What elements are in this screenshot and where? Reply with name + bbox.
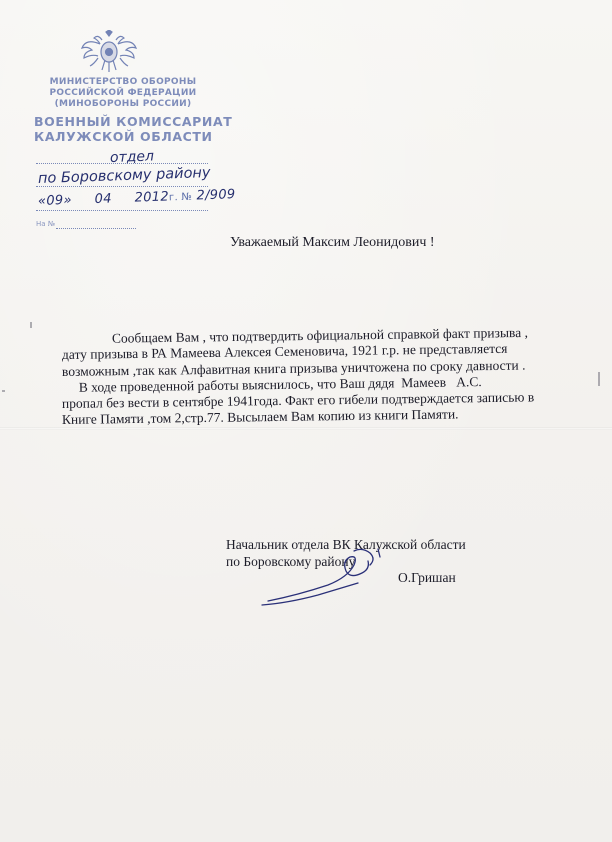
scan-edge-mark xyxy=(598,372,600,386)
ref-number: 2/909 xyxy=(196,187,236,204)
stamp-commissariat-line: ВОЕННЫЙ КОМИССАРИАТ xyxy=(34,114,233,129)
signer-title-line-2: по Боровскому району xyxy=(226,554,356,569)
stamp-federation-line: РОССИЙСКОЙ ФЕДЕРАЦИИ xyxy=(49,88,197,98)
body-line-4: В ходе проведенной работы выяснилось, что Ваш дядя Мамеев А.С. xyxy=(61,374,482,395)
signer-name: О.Гришан xyxy=(398,570,456,585)
handwritten-date xyxy=(38,187,236,209)
body-line-1: Сообщаем Вам , что подтвердить официальной справкой факт призыва , xyxy=(111,324,529,346)
body-line-3: возможным ,так как Алфавитная книга призыва уничтожена по сроку давности . xyxy=(61,357,526,379)
handwritten-dept: отдел xyxy=(109,148,155,166)
stamp-ministry-line: МИНИСТЕРСТВО ОБОРОНЫ xyxy=(49,77,197,87)
scan-edge-mark xyxy=(30,322,32,328)
handwritten-signature-icon xyxy=(258,543,388,611)
stamp-date-rule xyxy=(36,210,208,211)
body-line-5: пропал без вести в сентябре 1941года. Факт его гибели подтверждается записью в xyxy=(61,389,535,412)
official-stamp xyxy=(34,30,236,228)
double-headed-eagle-emblem-icon xyxy=(80,30,138,76)
date-year: 2012 xyxy=(134,189,170,206)
stamp-na-label: На № xyxy=(36,220,56,228)
body-line-2: дату призыва в РА Мамеева Алексея Семеновича, 1921 г.р. не представляется xyxy=(61,341,508,363)
handwritten-district: по Боровскому району xyxy=(37,164,211,187)
date-year-suffix: г. № xyxy=(168,191,193,204)
date-day: «09» xyxy=(37,192,73,209)
body-line-6: Книге Памяти ,том 2,стр.77. Высылаем Вам копию из книги Памяти. xyxy=(61,406,459,428)
signer-title-line-1: Начальник отдела ВК Калужской области xyxy=(226,537,466,552)
scan-edge-mark xyxy=(2,390,5,392)
letter-body xyxy=(61,324,580,429)
stamp-abbrev-line: (МИНОБОРОНЫ РОССИИ) xyxy=(54,99,192,109)
stamp-na-rule xyxy=(56,228,136,229)
letter-greeting: Уважаемый Максим Леонидович ! xyxy=(230,235,435,250)
date-month: 04 xyxy=(94,191,113,208)
stamp-region-line: КАЛУЖСКОЙ ОБЛАСТИ xyxy=(34,129,213,144)
